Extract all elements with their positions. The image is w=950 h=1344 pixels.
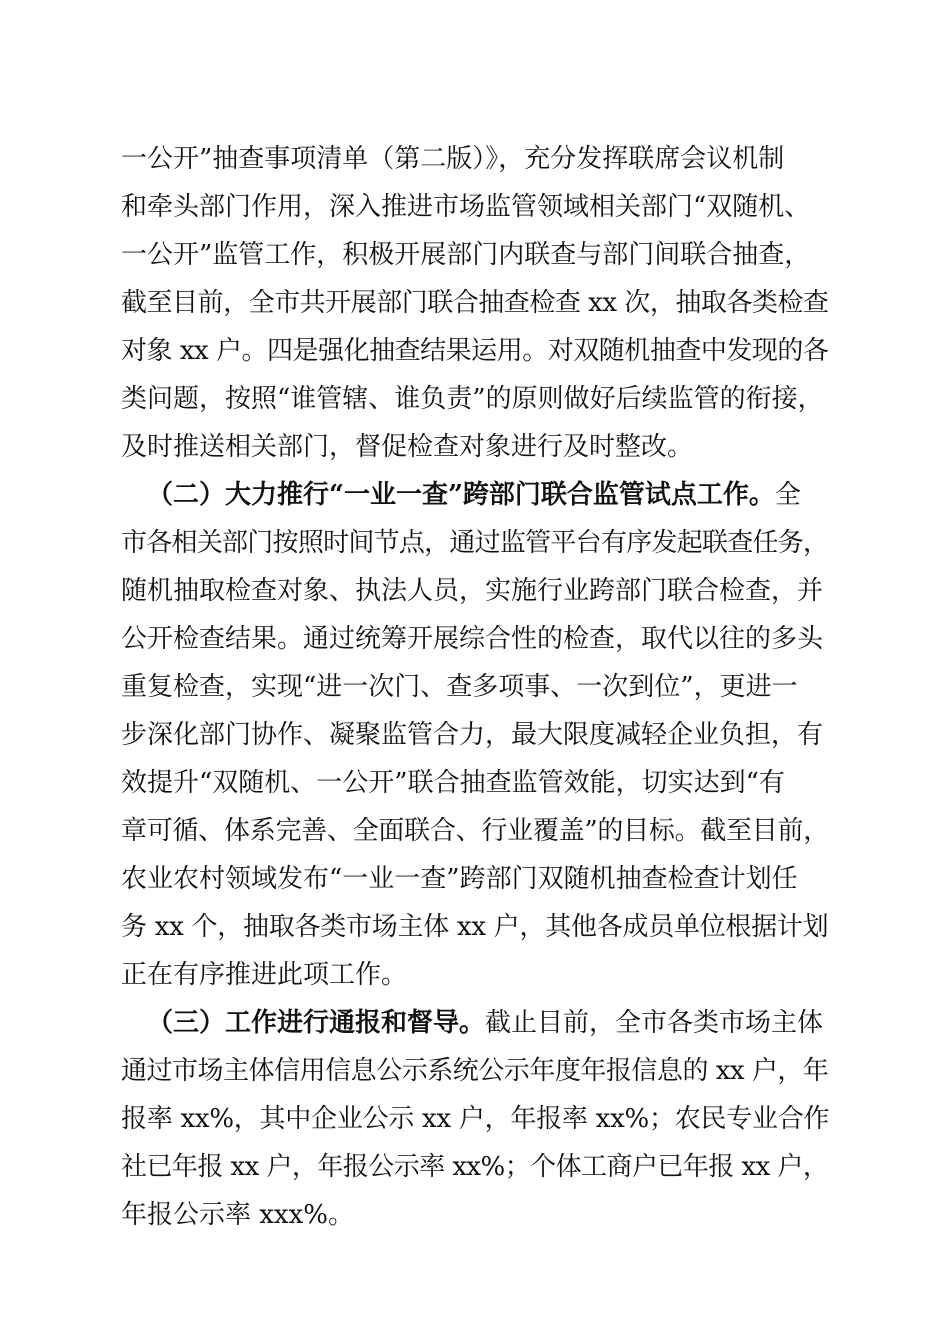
- section-3-first-line: [147, 1007, 829, 1039]
- paragraph-1-line-2: 和牵头部门作用，深入推进市场监管领域相关部门“双随机、: [121, 192, 811, 222]
- section-3-heading: （三）工作进行通报和督导。: [147, 1008, 486, 1038]
- section-2-line-2: 市各相关部门按照时间节点，通过监管平台有序发起联查任务，: [121, 528, 829, 558]
- paragraph-1-line-7: 及时推送相关部门，督促检查对象进行及时整改。: [121, 432, 694, 462]
- paragraph-1-line-1: 一公开”抽查事项清单（第二版）》，充分发挥联席会议机制: [121, 144, 785, 174]
- section-2-line-9: 农业农村领域发布“一业一查”跨部门双随机抽查检查计划任: [121, 864, 798, 894]
- section-2-line-6: 步深化部门协作、凝聚监管合力，最大限度减轻企业负担，有: [121, 720, 824, 750]
- section-2-first-line-text: 全: [774, 480, 801, 510]
- section-2-line-5: 重复检查，实现“进一次门、查多项事、一次到位”，更进一: [121, 672, 798, 702]
- section-2-line-7: 效提升“双随机、一公开”联合抽查监管效能，切实达到“有: [121, 768, 785, 798]
- paragraph-1-line-5: 对象 xx 户。四是强化抽查结果运用。对双随机抽查中发现的各: [121, 336, 829, 366]
- section-3-first-line-text: 截止目前，全市各类市场主体: [485, 1008, 824, 1038]
- section-2-line-4: 公开检查结果。通过统筹开展综合性的检查，取代以往的多头: [121, 624, 824, 654]
- paragraph-1-line-4: 截至目前，全市共开展部门联合抽查检查 xx 次，抽取各类检查: [121, 288, 829, 318]
- section-2-line-3: 随机抽取检查对象、执法人员，实施行业跨部门联合检查，并: [121, 576, 824, 606]
- section-2-first-line: [147, 479, 829, 511]
- section-3-line-4: 社已年报 xx 户，年报公示率 xx%；个体工商户已年报 xx 户，: [121, 1152, 829, 1182]
- paragraph-1-line-3: 一公开”监管工作，积极开展部门内联查与部门间联合抽查，: [121, 240, 811, 270]
- section-2-line-11: 正在有序推进此项工作。: [121, 960, 408, 990]
- section-3-line-2: 通过市场主体信用信息公示系统公示年度年报信息的 xx 户，年: [121, 1056, 829, 1086]
- section-2-line-8: 章可循、体系完善、全面联合、行业覆盖”的目标。截至目前，: [121, 816, 830, 846]
- section-3-line-3: 报率 xx%，其中企业公示 xx 户，年报率 xx%；农民专业合作: [121, 1104, 830, 1134]
- paragraph-1-line-6: 类问题，按照“谁管辖、谁负责”的原则做好后续监管的衔接，: [121, 384, 824, 414]
- section-3-line-5: 年报公示率 xxx%。: [121, 1200, 354, 1230]
- section-2-line-10: 务 xx 个，抽取各类市场主体 xx 户，其他各成员单位根据计划: [121, 912, 829, 942]
- section-2-heading: （二）大力推行“一业一查”跨部门联合监管试点工作。: [147, 480, 775, 510]
